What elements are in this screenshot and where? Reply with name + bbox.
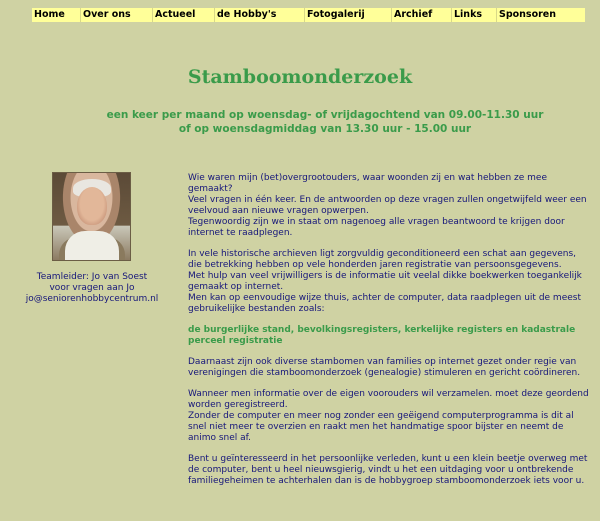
team-leader-contact xyxy=(2,272,182,305)
nav-links[interactable]: Links xyxy=(451,8,496,22)
paragraph-family-trees: Daarnaast zijn ook diverse stambomen van families op internet gezet onder regie van verenigingen die stamboomonderzoek (genealogie) stimuleren en gericht coördineren. xyxy=(188,357,581,378)
top-navigation xyxy=(32,8,585,22)
contact-note: voor vragen aan Jo xyxy=(49,283,135,293)
schedule-subtitle xyxy=(0,108,600,136)
schedule-line-1: een keer per maand op woensdag- of vrijdagochtend van 09.00-11.30 uur xyxy=(106,109,544,121)
paragraph-registration: Wanneer men informatie over de eigen voorouders wil verzamelen. moet deze geordend worden geregistreerd. Zonder de computer en meer nog zonder een geëigend computerprogramma is dit al snel niet meer te overzien en raakt men het handmatige spoor bijster en neemt de animo snel af. xyxy=(188,389,589,443)
contact-email[interactable]: jo@seniorenhobbycentrum.nl xyxy=(25,294,159,304)
paragraph-intro: Wie waren mijn (bet)overgrootouders, waar woonden zij en wat hebben ze mee gemaakt? Veel vragen in één keer. En de antwoorden op deze vragen zullen ongetwijfeld weer een veelvoud aan nieuwe vragen opwerpen. Tegenwoordig zijn we in staat om nagenoeg alle vragen beantwoord te krijgen door internet te raadplegen. xyxy=(188,173,587,238)
schedule-line-2: of op woensdagmiddag van 13.30 uur - 15.00 uur xyxy=(178,123,472,135)
page-title: Stamboomonderzoek xyxy=(187,66,413,88)
nav-sponsoren[interactable]: Sponsoren xyxy=(496,8,585,22)
nav-home[interactable]: Home xyxy=(34,9,65,20)
nav-fotogalerij[interactable]: Fotogalerij xyxy=(304,8,391,22)
nav-archief[interactable]: Archief xyxy=(391,8,451,22)
nav-over-ons[interactable]: Over ons xyxy=(80,8,152,22)
nav-actueel[interactable]: Actueel xyxy=(152,8,214,22)
team-leader-name: Teamleider: Jo van Soest xyxy=(36,272,148,282)
paragraph-sources: de burgerlijke stand, bevolkingsregisters, kerkelijke registers en kadastrale perceel registratie xyxy=(188,325,576,346)
paragraph-archives: In vele historische archieven ligt zorgvuldig geconditioneerd een schat aan gegevens, die betrekking hebben op vele honderden jaren registratie van persoonsgegevens. Met hulp van veel vrijwilligers is de informatie uit veelal dikke boekwerken toegankelijk gemaakt op internet. Men kan op eenvoudige wijze thuis, achter de computer, data raadplegen uit de meest gebruikelijke bestanden zoals: xyxy=(188,249,582,314)
paragraph-invitation: Bent u geïnteresseerd in het persoonlijke verleden, kunt u een klein beetje overweg met de computer, bent u heel nieuwsgierig, vindt u het een uitdaging voor u ontbrekende familiegeheimen te achterhalen dan is de hobbygroep stamboomonderzoek iets voor u. xyxy=(188,454,588,486)
team-leader-photo xyxy=(52,172,131,261)
main-content xyxy=(188,173,590,497)
nav-de-hobbys[interactable]: de Hobby's xyxy=(214,8,304,22)
